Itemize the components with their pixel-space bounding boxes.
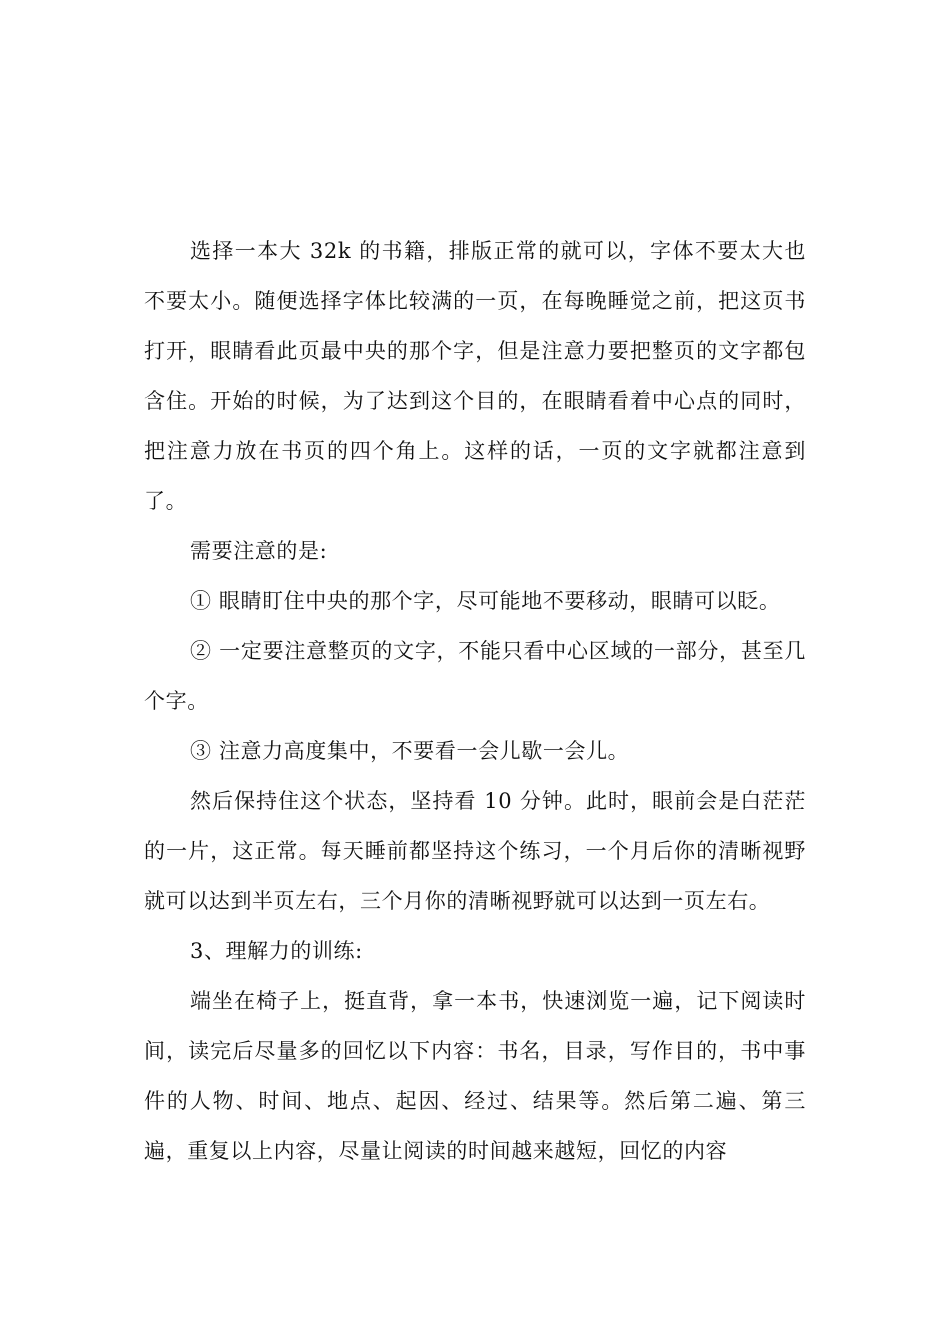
- paragraph-ten-minutes: 然后保持住这个状态，坚持看 10 分钟。此时，眼前会是白茫茫的一片，这正常。每天睡前都坚持这个练习，一个月后你的清晰视野就可以达到半页左右，三个月你的清晰视野就可以达到一页左右。: [144, 789, 806, 913]
- paragraph-note-3: ③ 注意力高度集中，不要看一会儿歇一会儿。: [190, 739, 630, 763]
- paragraph-note-1: ① 眼睛盯住中央的那个字，尽可能地不要移动，眼睛可以眨。: [190, 589, 781, 613]
- paragraph-comprehension-training: 端坐在椅子上，挺直背，拿一本书，快速浏览一遍，记下阅读时间，读完后尽量多的回忆以下内容：书名，目录，写作目的，书中事件的人物、时间、地点、起因、经过、结果等。然后第二遍、第三遍，重复以上内容，尽量让阅读的时间越来越短，回忆的内容: [144, 989, 806, 1163]
- section-heading-comprehension: 3、理解力的训练:: [190, 939, 363, 963]
- paragraph-notes-heading: 需要注意的是:: [190, 539, 328, 563]
- paragraph-font-selection: 选择一本大 32k 的书籍，排版正常的就可以，字体不要太大也不要太小。随便选择字体比较满的一页，在每晚睡觉之前，把这页书打开，眼睛看此页最中央的那个字，但是注意力要把整页的文字都包含住。开始的时候，为了达到这个目的，在眼睛看着中心点的同时，把注意力放在书页的四个角上。这样的话，一页的文字就都注意到了。: [144, 239, 806, 513]
- paragraph-note-2: ② 一定要注意整页的文字，不能只看中心区域的一部分，甚至几个字。: [144, 639, 806, 713]
- document-body: [144, 226, 806, 1176]
